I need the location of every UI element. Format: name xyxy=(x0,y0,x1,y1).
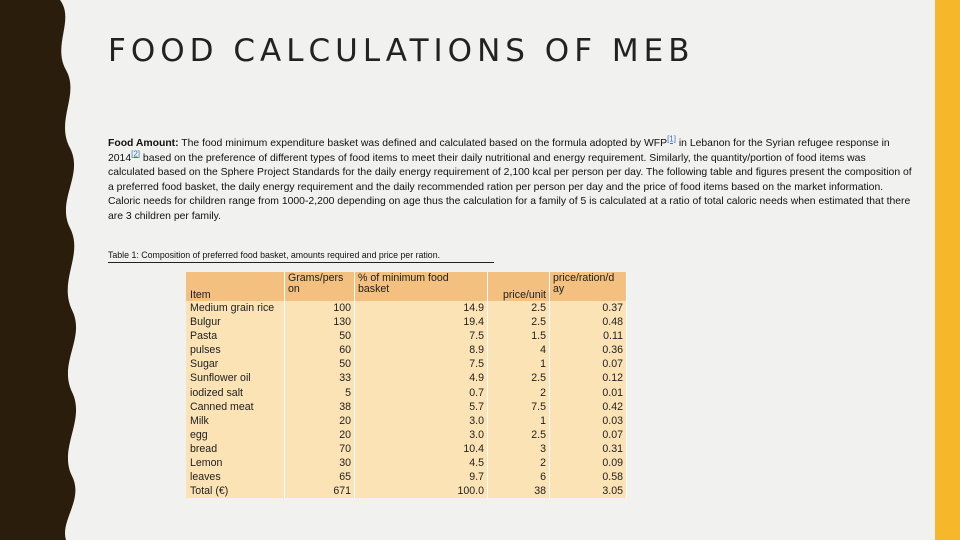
table-total-row xyxy=(186,484,627,498)
header-pct-line1: % of minimum food xyxy=(358,272,449,284)
cell-grams: 50 xyxy=(285,357,355,371)
cell-price: 2.5 xyxy=(488,301,550,315)
cell-item: bread xyxy=(186,442,285,456)
page-title: FOOD CALCULATIONS OF MEB xyxy=(108,33,695,69)
header-percent-basket xyxy=(355,272,488,301)
cell-grams-total: 671 xyxy=(285,484,355,498)
cell-percent: 5.7 xyxy=(355,400,488,414)
table-row xyxy=(186,357,627,371)
table-row xyxy=(186,301,627,315)
table-row xyxy=(186,456,627,470)
table-row xyxy=(186,414,627,428)
table-caption: Table 1: Composition of preferred food basket, amounts required and price per ration. xyxy=(108,250,494,263)
cell-price: 4 xyxy=(488,343,550,357)
cell-grams: 65 xyxy=(285,470,355,484)
paragraph-text-2: in Lebanon for the Syrian refugee response in 2014 xyxy=(108,138,890,164)
header-item: Item xyxy=(186,272,285,301)
cell-ration: 0.58 xyxy=(550,470,627,484)
cell-percent-total: 100.0 xyxy=(355,484,488,498)
cell-item: Pasta xyxy=(186,329,285,343)
food-basket-table-wrapper xyxy=(186,272,627,498)
footnote-link-1[interactable]: [1] xyxy=(667,134,676,144)
table-row xyxy=(186,386,627,400)
cell-price: 1 xyxy=(488,414,550,428)
cell-ration: 0.03 xyxy=(550,414,627,428)
cell-ration: 0.31 xyxy=(550,442,627,456)
cell-percent: 3.0 xyxy=(355,428,488,442)
cell-price: 2 xyxy=(488,386,550,400)
cell-price: 2 xyxy=(488,456,550,470)
cell-percent: 14.9 xyxy=(355,301,488,315)
cell-ration: 0.42 xyxy=(550,400,627,414)
cell-item: Sugar xyxy=(186,357,285,371)
cell-grams: 38 xyxy=(285,400,355,414)
table-row xyxy=(186,400,627,414)
cell-item: egg xyxy=(186,428,285,442)
cell-ration: 0.36 xyxy=(550,343,627,357)
cell-price: 7.5 xyxy=(488,400,550,414)
table-row xyxy=(186,428,627,442)
left-decorative-band xyxy=(0,0,95,540)
cell-ration: 0.37 xyxy=(550,301,627,315)
paragraph-text-1: The food minimum expenditure basket was defined and calculated based on the formula adopted by WFP xyxy=(178,138,668,149)
cell-ration: 0.12 xyxy=(550,371,627,385)
table-row xyxy=(186,315,627,329)
cell-percent: 4.9 xyxy=(355,371,488,385)
header-grams-line1: Grams/pers xyxy=(288,272,344,284)
table-row xyxy=(186,343,627,357)
cell-percent: 10.4 xyxy=(355,442,488,456)
cell-ration-total: 3.05 xyxy=(550,484,627,498)
cell-grams: 5 xyxy=(285,386,355,400)
table-row xyxy=(186,470,627,484)
header-price-ration-day xyxy=(550,272,627,301)
cell-price-total: 38 xyxy=(488,484,550,498)
cell-ration: 0.07 xyxy=(550,428,627,442)
header-ration-line1: price/ration/d xyxy=(553,272,615,284)
table-header-row xyxy=(186,272,627,301)
cell-grams: 30 xyxy=(285,456,355,470)
cell-item: Bulgur xyxy=(186,315,285,329)
cell-grams: 33 xyxy=(285,371,355,385)
table-row xyxy=(186,442,627,456)
right-accent-band xyxy=(935,0,960,540)
food-basket-table xyxy=(186,272,627,498)
cell-price: 3 xyxy=(488,442,550,456)
caloric-needs-paragraph: Caloric needs for children range from 1000-2,200 depending on age thus the calculation for a family of 5 is calculated at a ratio of total caloric needs when estimated that there are 3 children per family. xyxy=(108,196,911,222)
cell-ration: 0.48 xyxy=(550,315,627,329)
cell-percent: 8.9 xyxy=(355,343,488,357)
cell-price: 2.5 xyxy=(488,371,550,385)
cell-ration: 0.11 xyxy=(550,329,627,343)
cell-grams: 60 xyxy=(285,343,355,357)
cell-percent: 9.7 xyxy=(355,470,488,484)
cell-item: pulses xyxy=(186,343,285,357)
cell-item: leaves xyxy=(186,470,285,484)
lead-bold-label: Food Amount: xyxy=(108,138,179,149)
cell-item-total: Total (€) xyxy=(186,484,285,498)
cell-price: 1 xyxy=(488,357,550,371)
cell-item: Canned meat xyxy=(186,400,285,414)
cell-price: 2.5 xyxy=(488,428,550,442)
paragraph-text-3: based on the preference of different types of food items to meet their daily nutritional and energy requirement. Similarly, the quantity/portion of food items was calculated based on the Sphere Project Standards for the daily energy requirement of 2,100 kcal per person per day. The following table and figures present the composition of a preferred food basket, the daily energy requirement and the daily recommended ration per person per day and the price of food items based on the market information. xyxy=(108,152,912,193)
cell-grams: 20 xyxy=(285,414,355,428)
cell-grams: 20 xyxy=(285,428,355,442)
cell-percent: 19.4 xyxy=(355,315,488,329)
cell-percent: 0.7 xyxy=(355,386,488,400)
cell-grams: 50 xyxy=(285,329,355,343)
header-price-unit: price/unit xyxy=(488,272,550,301)
cell-item: Lemon xyxy=(186,456,285,470)
header-grams-per-person xyxy=(285,272,355,301)
cell-grams: 70 xyxy=(285,442,355,456)
cell-percent: 7.5 xyxy=(355,329,488,343)
cell-item: Milk xyxy=(186,414,285,428)
cell-percent: 3.0 xyxy=(355,414,488,428)
cell-item: Medium grain rice xyxy=(186,301,285,315)
cell-ration: 0.09 xyxy=(550,456,627,470)
cell-grams: 130 xyxy=(285,315,355,329)
cell-price: 1.5 xyxy=(488,329,550,343)
cell-percent: 7.5 xyxy=(355,357,488,371)
food-amount-paragraph xyxy=(108,134,914,195)
cell-ration: 0.01 xyxy=(550,386,627,400)
cell-grams: 100 xyxy=(285,301,355,315)
cell-ration: 0.07 xyxy=(550,357,627,371)
cell-item: Sunflower oil xyxy=(186,371,285,385)
table-row xyxy=(186,371,627,385)
cell-price: 2.5 xyxy=(488,315,550,329)
body-paragraph xyxy=(108,134,914,224)
cell-item: iodized salt xyxy=(186,386,285,400)
header-ration-line2: ay xyxy=(553,283,565,295)
footnote-link-2[interactable]: [2] xyxy=(131,149,141,159)
table-row xyxy=(186,329,627,343)
header-pct-line2: basket xyxy=(358,283,390,295)
header-grams-line2: on xyxy=(288,283,300,295)
cell-percent: 4.5 xyxy=(355,456,488,470)
cell-price: 6 xyxy=(488,470,550,484)
table-body xyxy=(186,301,627,498)
